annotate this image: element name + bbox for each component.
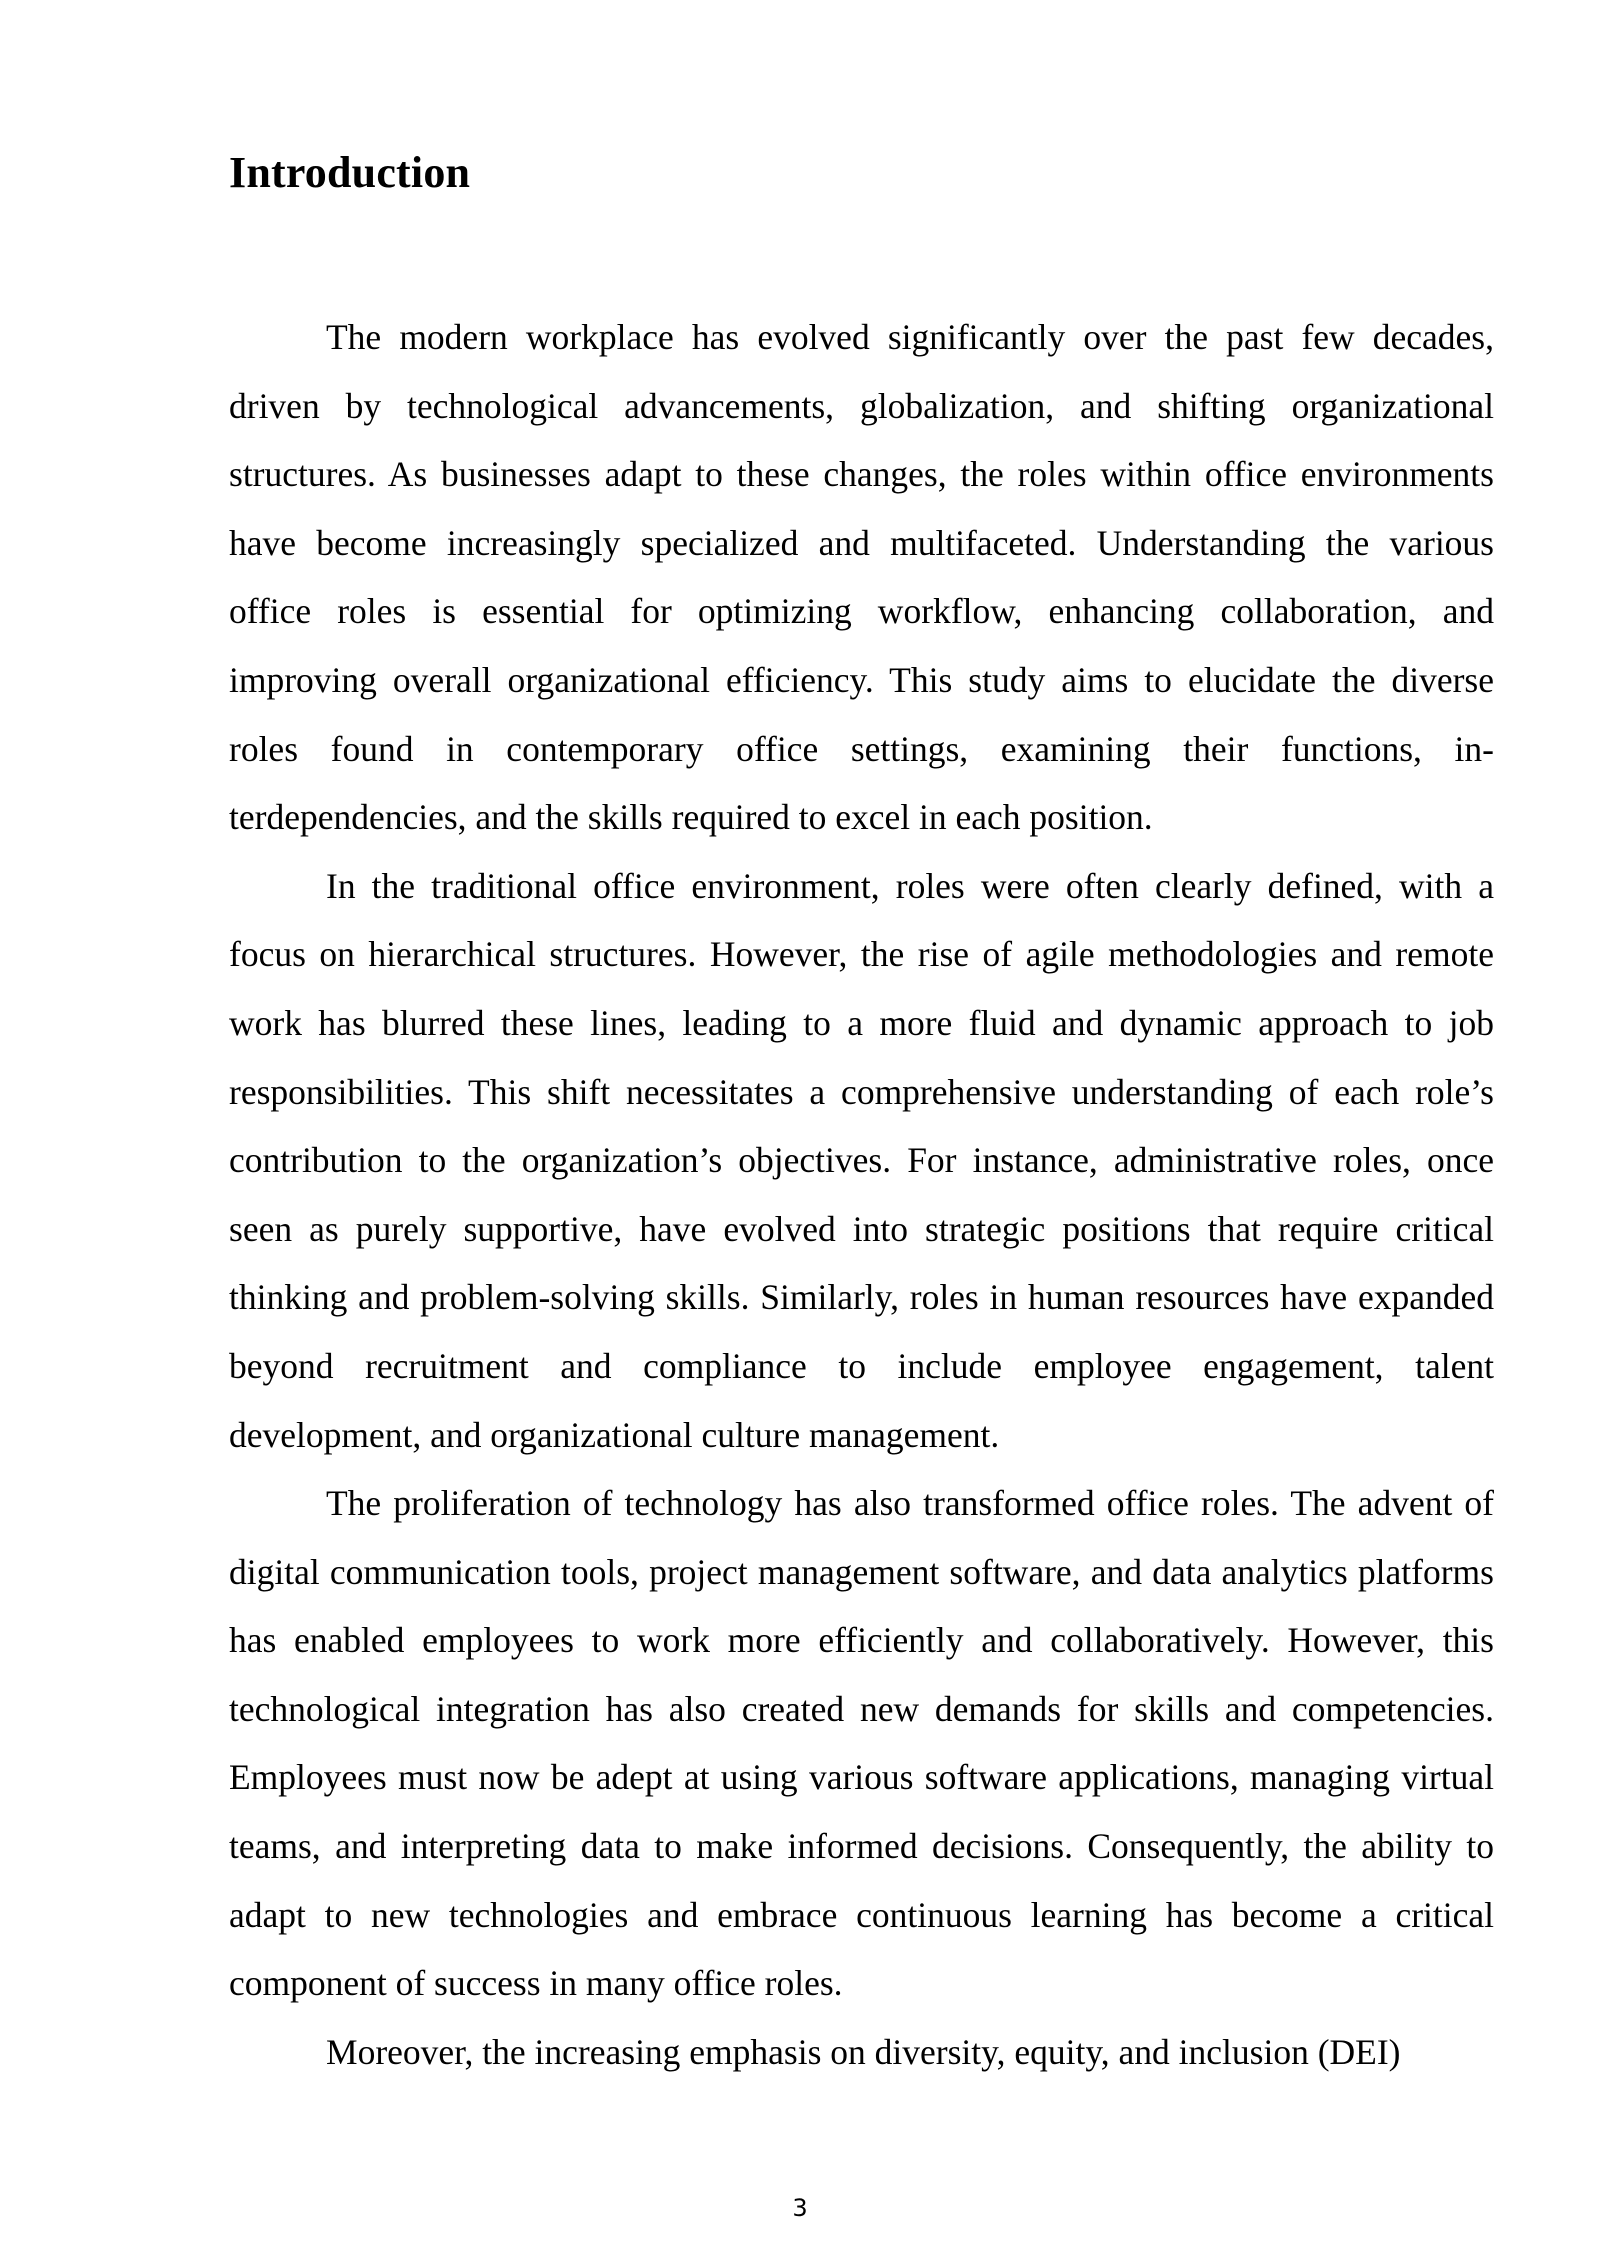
paragraph: In the traditional office environment, roles were often clearly defined, with a focus on hierarchical structures. However, the rise of agile methodologies and remote work has blurred these lines, leading to a more fluid and dynamic approach to job responsibilities. This shift necessitates a comprehensive understanding of each role’s contribution to the organization’s objectives. For instance, administrative roles, once seen as purely supportive, have evolved into strategic positions that require critical thinking and problem-solving skills. Similarly, roles in human resources have expanded beyond recruitment and compliance to include employee engagement, talent development, and organizational culture management. [229,865,1494,1455]
body-text [229,303,1494,2086]
paragraph: Moreover, the increasing emphasis on diversity, equity, and inclusion (DEI) [326,2031,1401,2072]
paragraph: The modern workplace has evolved significantly over the past few decades, driven by technological advancements, globalization, and shifting organizational structures. As businesses adapt to these changes, the roles within office environments have become increasingly specialized and multifaceted. Understanding the various office roles is essential for optimizing workflow, enhancing collaboration, and improving overall organizational efficiency. This study aims to elucidate the diverse roles found in contemporary office settings, examining their functions, interdependencies, and the skills required to excel in each position. [229,317,1494,838]
page-number: 3 [792,2194,808,2222]
paragraph: The proliferation of technology has also transformed office roles. The advent of digital communication tools, project management software, and data analytics platforms has enabled employees to work more efficiently and collaboratively. However, this technological integration has also created new demands for skills and competencies. Employees must now be adept at using various software applications, managing virtual teams, and interpreting data to make informed decisions. Consequently, the ability to adapt to new technologies and embrace continuous learning has become a critical component of success in many office roles. [229,1483,1494,2004]
section-heading: Introduction [229,148,471,197]
